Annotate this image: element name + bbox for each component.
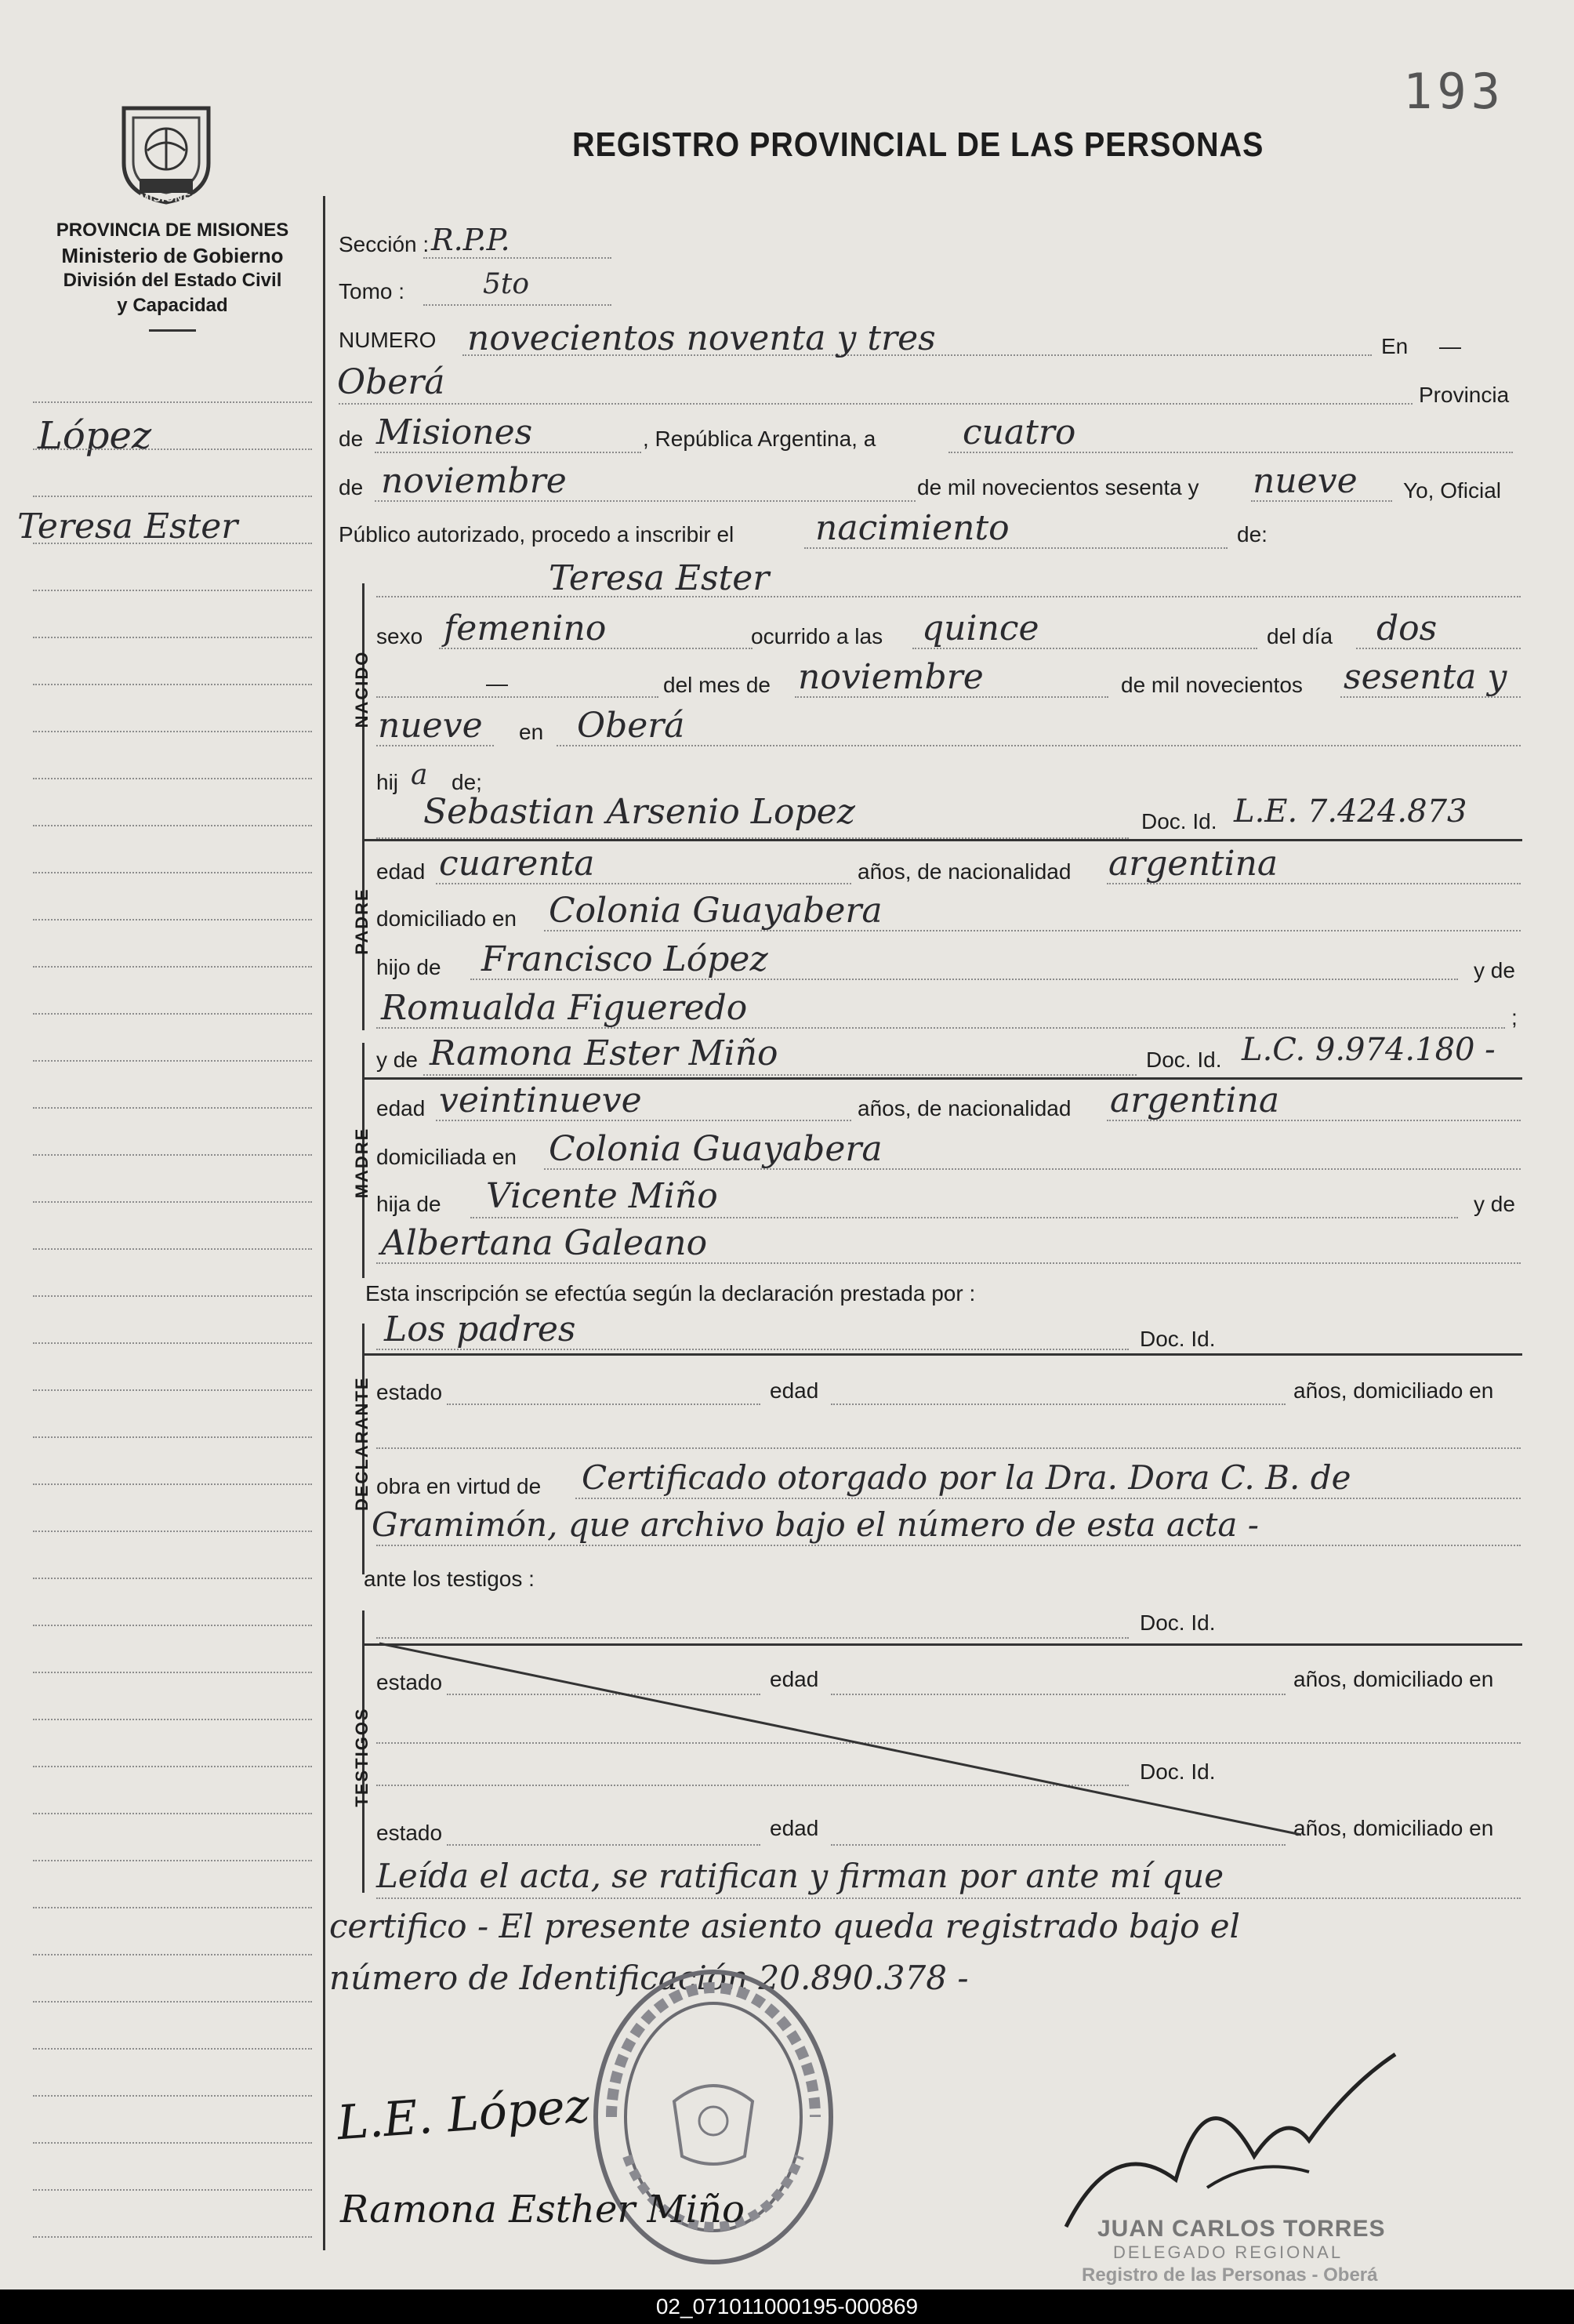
- label-padre-hijo: hijo de: [376, 955, 441, 979]
- side-label-madre: MADRE: [352, 1127, 372, 1199]
- label-padre-yde: y de: [1474, 958, 1515, 982]
- value-madre-doc: L.C. 9.974.180 -: [1242, 1032, 1496, 1068]
- label-madre-nac: años, de nacionalidad: [858, 1096, 1072, 1120]
- label-declarante-estado: estado: [376, 1380, 443, 1404]
- label-sexo: sexo: [376, 624, 423, 648]
- official-office: Registro de las Personas - Oberá: [1082, 2264, 1378, 2286]
- label-republica: , República Argentina, a: [643, 427, 876, 451]
- label-publico: Público autorizado, procedo a inscribir el: [339, 522, 734, 547]
- label-padre-nac: años, de nacionalidad: [858, 859, 1072, 884]
- value-anio-nac2: nueve: [378, 706, 483, 746]
- side-label-nacido: NACIDO: [352, 650, 372, 728]
- province-seal-icon: [116, 100, 216, 205]
- value-provincia: Misiones: [376, 412, 533, 452]
- label-del-mes: del mes de: [663, 673, 771, 697]
- value-mes: noviembre: [381, 461, 567, 501]
- value-numero: novecientos noventa y tres: [467, 318, 936, 358]
- value-lugar-nac: Oberá: [577, 706, 685, 746]
- value-hij-suffix: a: [411, 759, 428, 791]
- label-numero: NUMERO: [339, 328, 437, 352]
- label-ante-testigos: ante los testigos :: [364, 1567, 535, 1591]
- label-declarante-dom: años, domiciliado en: [1293, 1378, 1494, 1403]
- value-madre-nombre: Ramona Ester Miño: [430, 1033, 778, 1073]
- value-padre-edad: cuarenta: [439, 844, 595, 884]
- agency-line-1: PROVINCIA DE MISIONES: [56, 220, 289, 241]
- label-padre-edad: edad: [376, 859, 426, 884]
- label-padre-semi: ;: [1511, 1005, 1518, 1029]
- agency-line-4: y Capacidad: [117, 295, 228, 316]
- value-dia-texto: cuatro: [963, 412, 1076, 452]
- value-madre-padre: Vicente Miño: [486, 1176, 718, 1216]
- value-madre-dom: Colonia Guayabera: [549, 1129, 883, 1169]
- label-obra: obra en virtud de: [376, 1474, 542, 1498]
- label-padre-doc: Doc. Id.: [1141, 809, 1217, 833]
- label-ocurrido: ocurrido a las: [751, 624, 883, 648]
- seal-label: MISIONES: [140, 191, 200, 204]
- value-madre-edad: veintinueve: [439, 1080, 642, 1120]
- label-en: En: [1381, 334, 1409, 358]
- agency-block: [16, 218, 329, 332]
- side-label-padre: PADRE: [352, 888, 372, 955]
- side-label-declarante: DECLARANTE: [352, 1376, 372, 1511]
- label-padre-dom: domiciliado en: [376, 906, 517, 931]
- value-leida-2: certifico - El presente asiento queda registrado bajo el: [329, 1907, 1240, 1945]
- label-seccion: Sección :: [339, 232, 430, 256]
- signature-padre: L.E. López: [335, 2078, 592, 2152]
- label-declarante-doc: Doc. Id.: [1140, 1327, 1216, 1351]
- label-yo-oficial: Yo, Oficial: [1403, 478, 1502, 503]
- value-acto: nacimiento: [815, 508, 1010, 548]
- label-provincia: Provincia: [1419, 383, 1510, 407]
- label-tomo: Tomo :: [339, 279, 405, 303]
- label-madre-dom: domiciliada en: [376, 1145, 517, 1169]
- official-name: JUAN CARLOS TORRES: [1097, 2216, 1386, 2242]
- label-de-mil-nov: de mil novecientos: [1121, 673, 1303, 697]
- label-testigo2-dom: años, domiciliado en: [1293, 1816, 1494, 1840]
- value-padre-madre: Romualda Figueredo: [381, 988, 748, 1028]
- label-hij: hij: [376, 770, 399, 794]
- value-seccion: R.P.P.: [431, 223, 510, 257]
- label-en-lugar: en: [519, 720, 544, 744]
- value-padre-nac: argentina: [1108, 844, 1278, 884]
- label-madre-edad: edad: [376, 1096, 426, 1120]
- value-dia-nac: dos: [1376, 608, 1438, 648]
- value-obra-1: Certificado otorgado por la Dra. Dora C. B. de: [582, 1458, 1351, 1497]
- margin-given-names: Teresa Ester: [17, 507, 238, 547]
- page-number: 193: [1403, 63, 1505, 120]
- padre-rule: [362, 839, 1522, 841]
- value-madre-nac: argentina: [1110, 1080, 1280, 1120]
- label-inscripcion: Esta inscripción se efectúa según la declaración prestada por :: [365, 1281, 976, 1305]
- declarante-rule: [362, 1353, 1522, 1356]
- value-localidad: Oberá: [337, 362, 445, 402]
- official-title: DELEGADO REGIONAL: [1113, 2242, 1344, 2262]
- label-testigo2-doc: Doc. Id.: [1140, 1759, 1216, 1784]
- label-de-provincia: de: [339, 427, 364, 451]
- label-madre-yde2: y de: [1474, 1192, 1515, 1216]
- label-testigo1-doc: Doc. Id.: [1140, 1610, 1216, 1635]
- label-testigo1-edad: edad: [770, 1667, 819, 1691]
- value-anio-nac: sesenta y: [1344, 657, 1507, 697]
- label-del-dia: del día: [1267, 624, 1333, 648]
- label-madre-doc: Doc. Id.: [1146, 1048, 1222, 1072]
- value-sexo: femenino: [444, 608, 607, 648]
- page-title: REGISTRO PROVINCIAL DE LAS PERSONAS: [572, 125, 1264, 164]
- value-hora: quince: [922, 608, 1039, 648]
- label-declarante-edad: edad: [770, 1378, 819, 1403]
- value-leida-3: número de Identificación 20.890.378 -: [329, 1959, 969, 1997]
- label-de-semi: de;: [452, 770, 482, 794]
- label-de-mil: de mil novecientos sesenta y: [917, 475, 1199, 499]
- value-declarante: Los padres: [384, 1309, 576, 1349]
- official-signature: [1050, 2039, 1411, 2242]
- label-de-colon: de:: [1237, 522, 1268, 547]
- value-en: —: [1439, 334, 1461, 358]
- value-madre-madre: Albertana Galeano: [381, 1223, 708, 1263]
- madre-rule: [362, 1077, 1522, 1080]
- agency-line-3: División del Estado Civil: [63, 270, 282, 291]
- value-padre-doc: L.E. 7.424.873: [1234, 793, 1467, 830]
- label-madre-hija: hija de: [376, 1192, 441, 1216]
- value-nombre: Teresa Ester: [549, 558, 770, 598]
- value-padre-nombre: Sebastian Arsenio Lopez: [423, 792, 855, 832]
- value-padre-padre: Francisco López: [481, 939, 768, 979]
- label-testigo2-estado: estado: [376, 1821, 443, 1845]
- side-label-testigos: TESTIGOS: [352, 1707, 372, 1807]
- label-testigo1-dom: años, domiciliado en: [1293, 1667, 1494, 1691]
- value-dia-nac-cont: —: [486, 671, 508, 695]
- label-de-mes: de: [339, 475, 364, 499]
- agency-underline: [149, 329, 196, 332]
- label-testigo1-estado: estado: [376, 1670, 443, 1694]
- image-footer: 02_071011000195-000869: [0, 2290, 1574, 2324]
- label-testigo2-edad: edad: [770, 1816, 819, 1840]
- value-tomo: 5to: [483, 268, 530, 300]
- value-mes-nac: noviembre: [798, 657, 984, 697]
- value-leida-1: Leída el acta, se ratifican y firman por ante mí que: [376, 1857, 1224, 1895]
- agency-line-2: Ministerio de Gobierno: [61, 244, 284, 267]
- value-anio-fin: nueve: [1253, 461, 1358, 501]
- value-padre-dom: Colonia Guayabera: [549, 891, 883, 931]
- label-madre-yde: y de: [376, 1048, 418, 1072]
- testigos-strike-line: [376, 1639, 1333, 1843]
- signature-madre: Ramona Esther Miño: [340, 2188, 745, 2231]
- margin-divider: [323, 196, 325, 2250]
- margin-surname: López: [38, 414, 152, 458]
- stamp-text: [549, 2258, 580, 2259]
- value-obra-2: Gramimón, que archivo bajo el número de esta acta -: [372, 1505, 1259, 1544]
